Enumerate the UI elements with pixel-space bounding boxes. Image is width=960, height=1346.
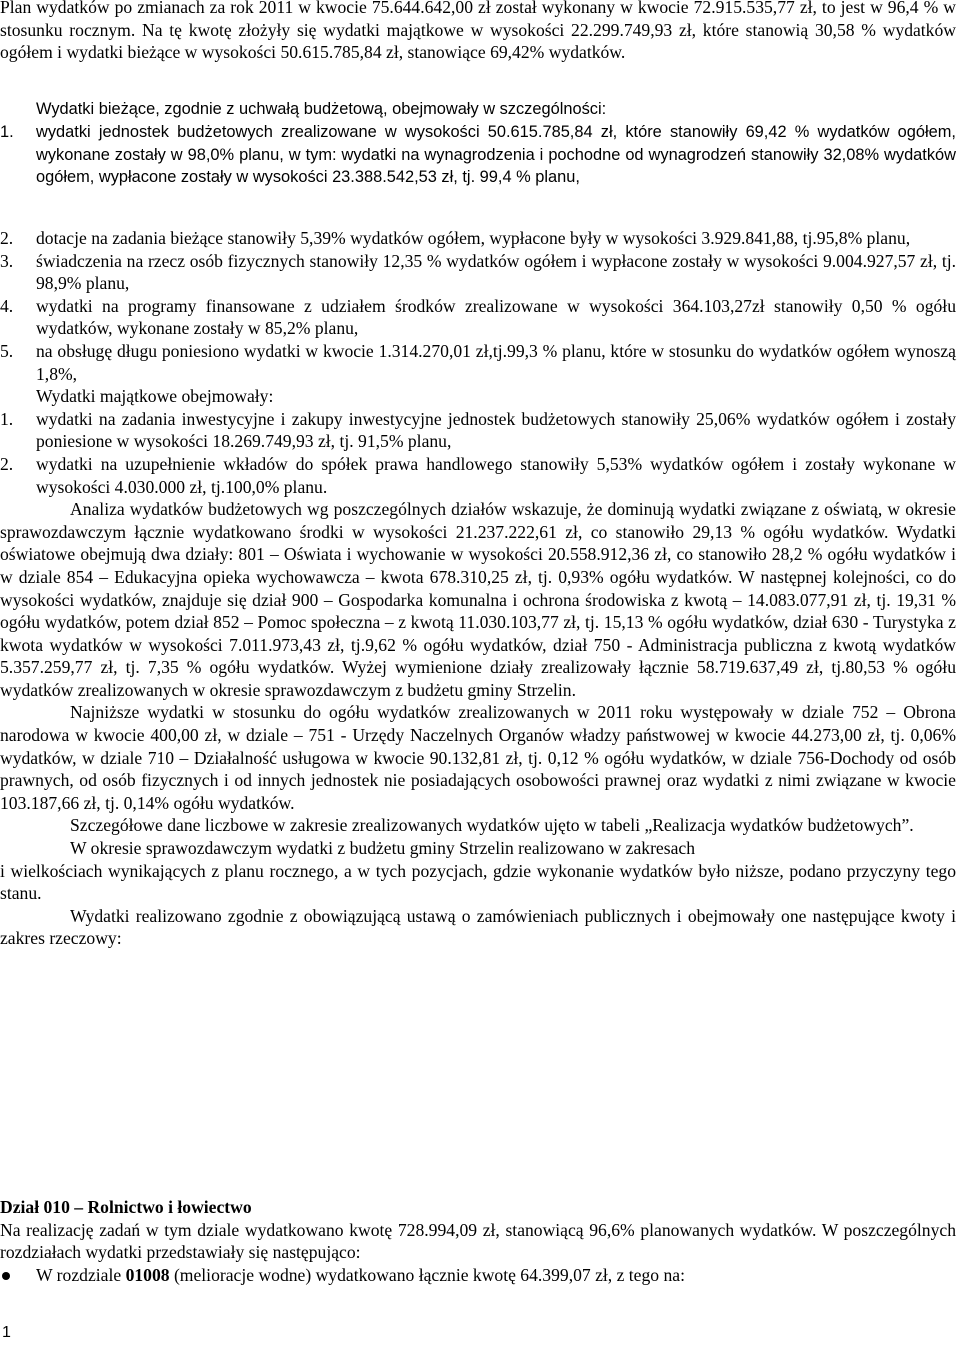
bullet-item	[0, 1264, 958, 1287]
current-expenses-heading	[36, 98, 958, 121]
bullet-icon	[2, 1272, 10, 1280]
list-item-text: dotacje na zadania bieżące stanowiły 5,39% wydatków ogółem, wypłacone były w wysokości 3.929.841,88, tj.95,8% planu,	[36, 228, 911, 248]
analysis-paragraph-3: Szczegółowe dane liczbowe w zakresie zrealizowanych wydatków ujęto w tabeli „Realizacja wydatków budżetowych”.	[70, 815, 914, 836]
current-expenses-list	[0, 121, 958, 189]
list-item	[0, 250, 958, 295]
list-item-number: 4.	[0, 295, 14, 316]
analysis-paragraph-1: Analiza wydatków budżetowych wg poszczególnych działów wskazuje, że dominują wydatki związane z oświatą, w okresie sprawozdawczym łącznie wydatkowano środki w wysokości 21.237.222,61 zł, co stanowiło 29,13 % ogółu wydatków. Wydatki oświatowe obejmują dwa działy: 801 – Oświata i wychowanie w wysokości 20.558.912,36 zł, co stanowiło 28,2 % ogółu wydatków i w dziale 854 – Edukacyjna opieka wychowawcza – kwota 678.310,25 zł, tj. 0,93% ogółu wydatków. W następnej kolejności, co do wysokości wydatków, znajduje się dział 900 – Gospodarka komunalna i ochrona środowiska z kwotą – 14.083.077,91 zł, tj. 19,31 % ogółu wydatków, potem dział 852 – Pomoc społeczna – z kwotą 11.030.103,77 zł, tj. 15,13 % ogółu wydatków, dział 630 - Turystyka z kwota wydatków w wysokości 7.011.973,43 zł, tj.9,62 % ogółu wydatków, dział 750 - Administracja publiczna z kwotą wydatków 5.357.259,77 zł, tj. 7,35 % ogółu wydatków. Wyżej wymienione działy zrealizowały łącznie 58.719.637,49 zł, tj.80,53 % ogółu wydatków zrealizowanych w okresie sprawozdawczym z budżetu gminy Strzelin.	[0, 499, 956, 700]
page-number: 1	[2, 1324, 11, 1341]
list-item	[0, 295, 958, 340]
analysis-paragraph-2: Najniższe wydatki w stosunku do ogółu wydatków zrealizowanych w 2011 roku występowały w dziale 752 – Obrona narodowa w kwocie 400,00 zł, w dziale – 751 - Urzędy Naczelnych Organów władzy państwowej w kwocie 44.273,00 zł, tj. 0,06% wydatków, w dziale 710 – Działalność usługowa w kwocie 90.132,81 zł, tj. 0,12 % ogółu wydatków, w dziale 756-Dochody od osób prawnych, od osób fizycznych i od innych jednostek nie posiadających osobowości prawnej oraz wydatki z nimi związane w kwocie 103.187,66 zł, tj. 0,14% ogółu wydatków.	[0, 702, 956, 813]
list-item	[0, 121, 958, 189]
list-item-text: wydatki na zadania inwestycyjne i zakupy inwestycyjne jednostek budżetowych stanowiły 25,06% wydatków ogółem i zostały poniesione w wysokości 18.269.749,93 zł, tj. 91,5% planu,	[36, 408, 956, 452]
list-item	[0, 453, 958, 498]
list-item-number: 3.	[0, 250, 14, 271]
analysis-paragraph-4b: i wielkościach wynikających z planu rocznego, a w tych pozycjach, gdzie wykonanie wydatków było niższe, podano przyczyny tego stanu.	[0, 860, 956, 904]
section-dzial-010	[0, 1196, 958, 1286]
list-item-number: 1.	[0, 408, 14, 429]
analysis-paragraph-5: Wydatki realizowano zgodnie z obowiązującą ustawą o zamówieniach publicznych i obejmowały one następujące kwoty i zakres rzeczowy:	[0, 905, 956, 949]
list-item-text: świadczenia na rzecz osób fizycznych stanowiły 12,35 % wydatków ogółem i wypłacone zostały w wysokości 9.004.927,57 zł, tj. 98,9% planu,	[36, 250, 956, 294]
bullet-text-bold: 01008	[125, 1264, 170, 1285]
capital-expenses-heading: Wydatki majątkowe obejmowały:	[36, 386, 274, 407]
list-item-number: 5.	[0, 340, 14, 361]
current-expenses-heading-text: Wydatki bieżące, zgodnie z uchwałą budżetową, obejmowały w szczególności:	[36, 100, 607, 118]
analysis-paragraph-4a: W okresie sprawozdawczym wydatki z budżetu gminy Strzelin realizowano w zakresach	[70, 838, 695, 859]
list-item	[0, 340, 958, 385]
bullet-text-pre: W rozdziale	[36, 1264, 126, 1285]
list-item-number: 2.	[0, 453, 14, 474]
section-paragraph: Na realizację zadań w tym dziale wydatkowano kwotę 728.994,09 zł, stanowiącą 96,6% planowanych wydatków. W poszczególnych rozdziałach wydatki przedstawiały się następująco:	[0, 1219, 956, 1263]
list-item-text: wydatki na programy finansowane z udziałem środków zrealizowane w wysokości 364.103,27zł stanowiły 0,50 % ogółu wydatków, wykonane zostały w 85,2% planu,	[36, 295, 956, 339]
list-item-number: 1.	[0, 123, 14, 141]
list-item	[0, 227, 958, 250]
section-title: Dział 010 – Rolnictwo i łowiectwo	[0, 1197, 252, 1217]
list-item-text: na obsługę długu poniesiono wydatki w kwocie 1.314.270,01 zł,tj.99,3 % planu, które w stosunku do wydatków ogółem wynoszą 1,8%,	[36, 340, 956, 384]
bullet-text-post: (melioracje wodne) wydatkowano łącznie kwotę 64.399,07 zł, z tego na:	[169, 1264, 685, 1285]
intro-section	[0, 0, 958, 64]
intro-paragraph: Plan wydatków po zmianach za rok 2011 w kwocie 75.644.642,00 zł został wykonany w kwocie 72.915.535,77 zł, to jest w 96,4 % w stosunku rocznym. Na tę kwotę złożyły się wydatki majątkowe w wysokości 22.299.749,93 zł, które stanowią 30,58 % wydatków ogółem i wydatki bieżące w wysokości 50.615.785,84 zł, stanowiące 69,42% wydatków.	[0, 0, 956, 63]
list-item-number: 2.	[0, 228, 14, 248]
list-item	[0, 408, 958, 453]
current-expenses-list-2	[0, 227, 958, 950]
list-item-text: wydatki jednostek budżetowych zrealizowane w wysokości 50.615.785,84 zł, które stanowiły 69,42 % wydatków ogółem, wykonane zostały w 98,0% planu, w tym: wydatki na wynagrodzenia i pochodne od wynagrodzeń stanowiły 32,08% wydatków ogółem, wypłacone zostały w wysokości 23.388.542,53 zł, tj. 99,4 % planu,	[36, 123, 956, 187]
list-item-text: wydatki na uzupełnienie wkładów do spółek prawa handlowego stanowiły 5,53% wydatków ogółem i zostały wykonane w wysokości 4.030.000 zł, tj.100,0% planu.	[36, 453, 956, 497]
